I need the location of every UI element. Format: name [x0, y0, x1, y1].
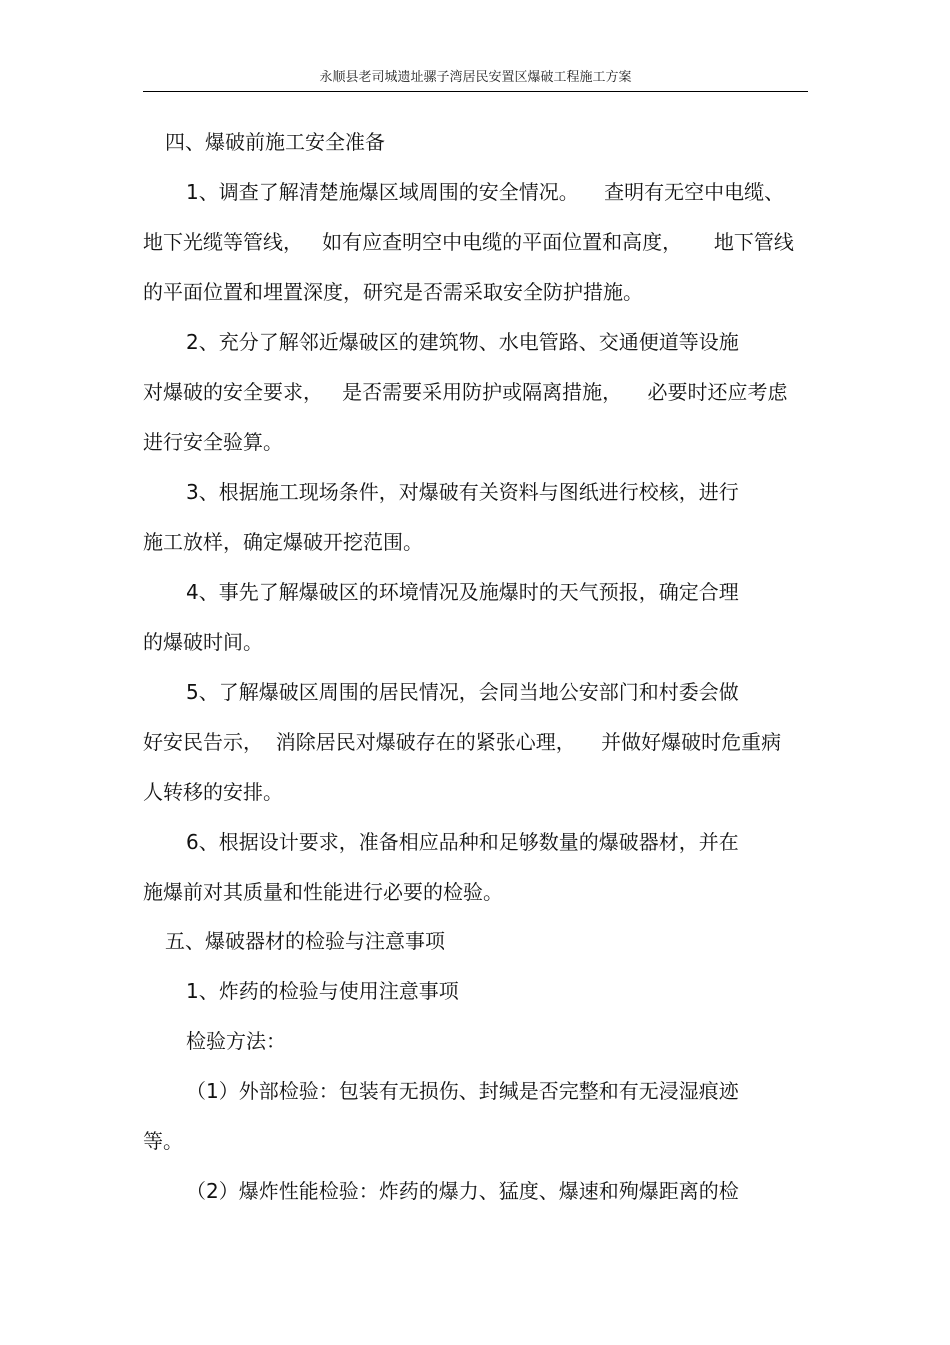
text-line: 四、爆破前施工安全准备 [165, 130, 385, 154]
text-line: 4、事先了解爆破区的环境情况及施爆时的天气预报，确定合理 [186, 580, 739, 604]
page-header: 永顺县老司城遗址骡子湾居民安置区爆破工程施工方案 [319, 70, 632, 85]
text-line: 5、了解爆破区周围的居民情况，会同当地公安部门和村委会做 [186, 680, 739, 704]
text-line: 施爆前对其质量和性能进行必要的检验。 [143, 880, 503, 904]
text-line: 对爆破的安全要求， 是否需要采用防护或隔离措施， 必要时还应考虑 [143, 380, 788, 404]
text-line: 的平面位置和埋置深度，研究是否需采取安全防护措施。 [143, 280, 643, 304]
text-line: 6、根据设计要求，准备相应品种和足够数量的爆破器材，并在 [186, 830, 739, 854]
text-line: 好安民告示， 消除居民对爆破存在的紧张心理， 并做好爆破时危重病 [143, 730, 782, 754]
text-line: 施工放样，确定爆破开挖范围。 [143, 530, 423, 554]
text-line: 检验方法： [186, 1029, 286, 1053]
text-line: 地下光缆等管线， 如有应查明空中电缆的平面位置和高度， 地下管线 [143, 230, 794, 254]
text-line: 进行安全验算。 [143, 430, 283, 454]
text-line: 五、爆破器材的检验与注意事项 [165, 929, 445, 953]
text-line: 1、炸药的检验与使用注意事项 [186, 979, 459, 1003]
text-line: 等。 [143, 1129, 183, 1153]
text-line: （2）爆炸性能检验：炸药的爆力、猛度、爆速和殉爆距离的检 [186, 1179, 739, 1203]
header-divider [143, 91, 808, 92]
text-line: 的爆破时间。 [143, 630, 263, 654]
text-line: 人转移的安排。 [143, 780, 283, 804]
text-line: 2、充分了解邻近爆破区的建筑物、水电管路、交通便道等设施 [186, 330, 739, 354]
text-line: 3、根据施工现场条件，对爆破有关资料与图纸进行校核，进行 [186, 480, 739, 504]
text-line: 1、调查了解清楚施爆区域周围的安全情况。 查明有无空中电缆、 [186, 180, 785, 204]
text-line: （1）外部检验：包装有无损伤、封缄是否完整和有无浸湿痕迹 [186, 1079, 739, 1103]
